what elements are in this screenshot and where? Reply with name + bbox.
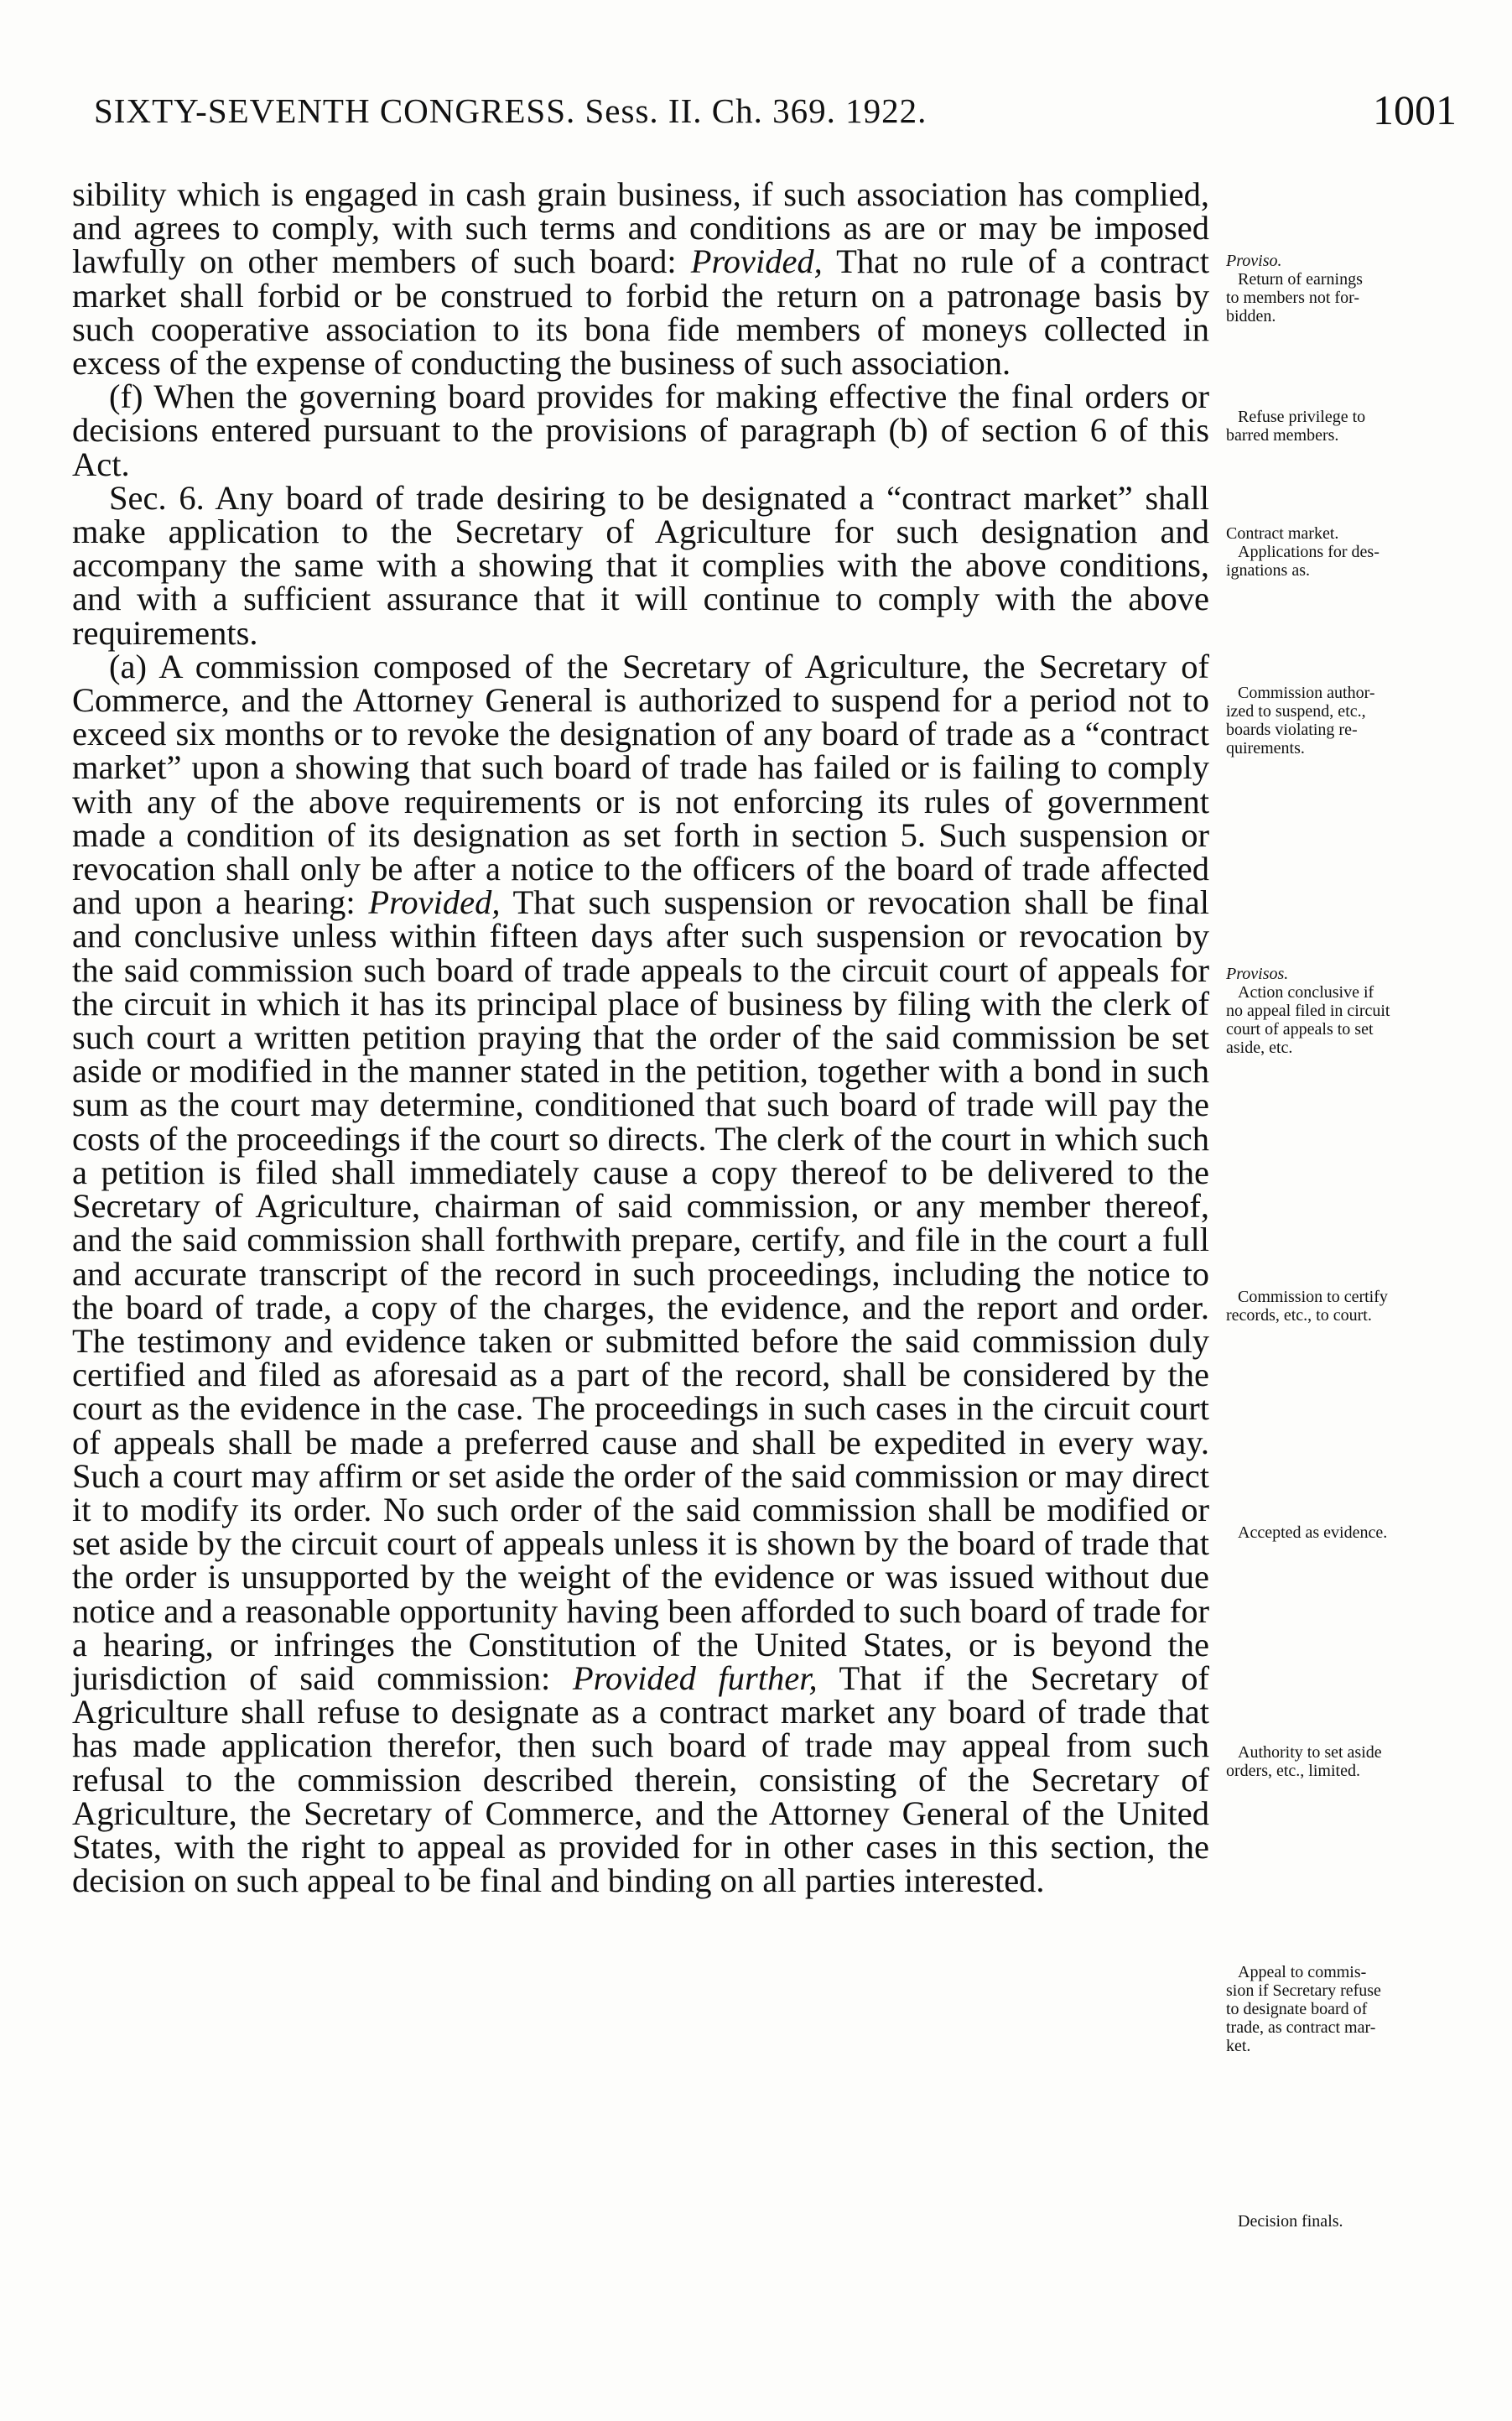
header-title: SIXTY-SEVENTH CONGRESS. Sess. II. Ch. 369. 1922. [94,91,927,130]
margin-line: boards violating re- [1226,721,1358,739]
margin-line: Refuse privilege to [1238,408,1366,426]
margin-note-accepted-as-evidence [1226,1523,1478,1542]
margin-line: Return of earnings [1238,270,1363,289]
margin-line: Accepted as evidence. [1238,1523,1388,1542]
margin-line: Contract market. [1226,524,1339,543]
margin-line: to members not for- [1226,289,1360,307]
body-text [72,175,1209,1900]
paragraph-f: (f) When the governing board provides for making effective the final orders or decisions entered pursuant to the provisions of paragraph (b) of section 6 of this Act. [72,377,1209,483]
paragraph-association-clause [72,175,1209,383]
margin-note-commission-certify [1226,1288,1478,1325]
margin-line: no appeal filed in circuit [1226,1002,1390,1020]
margin-line: Commission to certify [1238,1288,1388,1306]
page-number: 1001 [1373,86,1457,133]
margin-line: bidden. [1226,307,1276,325]
margin-note-refuse-privilege [1226,408,1478,445]
margin-note-appeal-to-commission [1226,1963,1478,2055]
proviso-label: Provided, [368,883,501,922]
text-run: (a) A commission composed of the Secretary of Agriculture, the Secretary of Commerce, and the Attorney General is authorized to suspend for a period not to exceed six months or to revoke the designation of any board of trade as a “contract market” upon a showing that such board of trade has failed or is failing to comply with any of the above requirements or is not enforcing its rules of government made a condition of its designation as set forth in section 5. Such suspension or revocation shall only be after a notice to the officers of the board of trade affected and upon a hearing: [72,647,1209,922]
margin-note-authority-to-set-aside [1226,1743,1478,1780]
margin-line: trade, as contract mar- [1226,2018,1376,2037]
margin-line: ized to suspend, etc., [1226,702,1366,721]
proviso-label: Provided further, [572,1658,818,1697]
margin-line: Provisos. [1226,965,1289,983]
margin-line: Proviso. [1226,252,1282,270]
margin-line: to designate board of [1226,2000,1368,2018]
margin-note-contract-market [1226,524,1478,580]
margin-line: barred members. [1226,426,1339,445]
margin-line: aside, etc. [1226,1039,1293,1057]
margin-line: ignations as. [1226,561,1310,580]
margin-line: records, etc., to court. [1226,1306,1372,1325]
margin-line: Action conclusive if [1238,983,1374,1002]
margin-line: quirements. [1226,739,1305,758]
margin-line: orders, etc., limited. [1226,1762,1360,1780]
margin-note-return-of-earnings [1226,252,1478,325]
text-run: That if the Secretary of Agriculture shall refuse to designate as a contract market any board of trade that has made application therefor, then such board of trade may appeal from such refusal to the commission described therein, consisting of the Secretary of Agriculture, the Secretary of Commerce, and the Attorney General of the United States, with the right to appeal as provided for in other cases in this section, the decision on such appeal to be final and binding on all parties interested. [72,1658,1209,1900]
margin-line: Commission author- [1238,684,1375,702]
text-run: That such suspension or revocation shall be final and conclusive unless within fifteen days after such suspension or revocation by the said commission such board of trade appeals to the circuit court of appeals for the circuit in which it has its principal place of business by filing with the clerk of such court a written petition praying that the order of the said commission be set aside or modified in the manner stated in the petition, together with a bond in such sum as the court may determine, conditioned that such board of trade will pay the costs of the proceedings if the court so directs. The clerk of the court in which such a petition is filed shall immediately cause a copy thereof to be delivered to the Secretary of Agriculture, chairman of said commission, or any member thereof, and the said commission shall forthwith prepare, certify, and file in the court a full and accurate transcript of the record in such proceedings, including the notice to the board of trade, a copy of the charges, the evidence, and the report and order. The testimony and evidence taken or submitted before the said commission duly certified and filed as aforesaid as a part of the record, shall be considered by the court as the evidence in the case. The proceedings in such cases in the circuit court of appeals shall be made a preferred cause and shall be expedited in every way. Such a court may affirm or set aside the order of the said commission or may direct it to modify its order. No such order of the said commission shall be modified or set aside by the circuit court of appeals unless it is shown by the board of trade that the order is unsupported by the weight of the evidence or was issued without due notice and a reasonable opportunity having been afforded to such board of trade for a hearing, or infringes the Constitution of the United States, or is beyond the jurisdiction of said commission: [72,883,1209,1697]
margin-line: Applications for des- [1238,543,1380,561]
proviso-label: Provided, [690,242,823,281]
text-run: That no rule of a contract market shall forbid or be construed to forbid the return on a patronage basis by such cooperative association to its bona fide members of moneys collected in excess of the expense of conducting the business of such association. [72,242,1209,383]
running-header [94,86,1457,149]
margin-line: Authority to set aside [1238,1743,1382,1762]
margin-line: sion if Secretary refuse [1226,1981,1381,2000]
margin-line: Appeal to commis- [1238,1963,1367,1981]
margin-note-commission-authorized [1226,684,1478,758]
margin-note-decision-final [1226,2212,1478,2231]
margin-line: Decision finals. [1238,2212,1343,2231]
text-run: sibility which is engaged in cash grain business, if such association has complied, and agrees to comply, with such terms and conditions as are or may be imposed lawfully on other members of such board: [72,175,1209,281]
paragraph-section-6: Sec. 6. Any board of trade desiring to be designated a “contract market” shall make application to the Secretary of Agriculture for such designation and accompany the same with a showing that it complies with the above conditions, and with a sufficient assurance that it will continue to comply with the above requirements. [72,478,1209,652]
margin-note-provisos [1226,965,1478,1057]
paragraph-a [72,647,1209,1900]
margin-line: ket. [1226,2037,1251,2055]
margin-line: court of appeals to set [1226,1020,1374,1039]
